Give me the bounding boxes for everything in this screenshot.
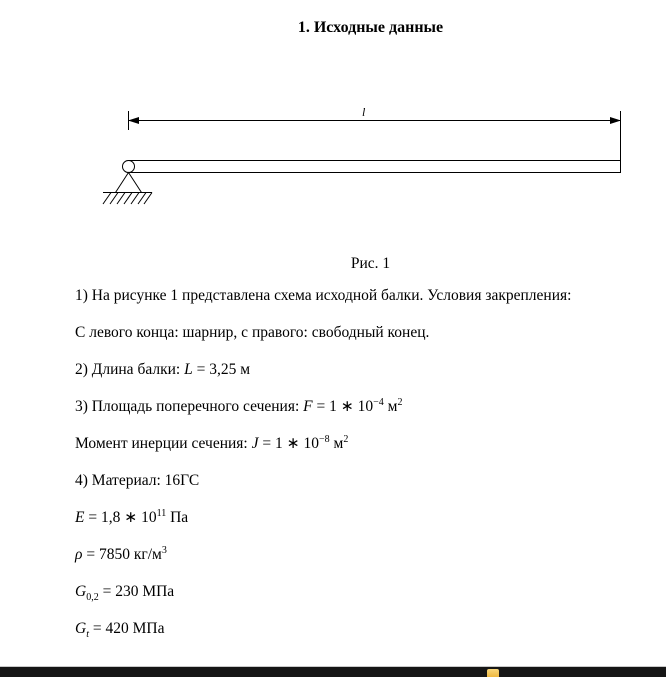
dim-arrow-right-icon [610,117,621,124]
support-triangle [116,173,142,193]
doc-line-segment: Па [166,509,189,526]
beam-rect [129,161,621,173]
doc-line-segment: 0,2 [86,592,99,604]
doc-line [75,573,666,610]
doc-line [75,425,666,462]
doc-line-segment: = 230 МПа [98,583,175,600]
doc-line-segment: = 3,25 м [192,361,251,378]
ground-hatching [103,193,152,205]
doc-line-segment: 1) На рисунке 1 представлена схема исходной балки. Условия закрепления: [75,287,572,304]
doc-line [75,610,666,647]
doc-line [75,499,666,536]
doc-line [75,536,666,573]
dim-label: l [362,105,366,119]
doc-line-segment: С левого конца: шарнир, с правого: свободный конец. [75,324,430,341]
doc-line-segment: L [184,361,193,378]
doc-line-segment: G [75,583,87,600]
dim-arrow-left-icon [128,117,139,124]
doc-line-segment: F [303,398,313,415]
doc-line-segment: J [251,435,259,452]
doc-line-segment: 11 [156,507,167,519]
doc-line [75,277,666,314]
doc-line-segment: E [75,509,85,526]
doc-line-segment: м [329,435,344,452]
hinge-circle [123,161,135,173]
figure-caption: Рис. 1 [350,255,391,272]
doc-lines [75,277,666,647]
doc-line-segment: = 7850 кг/м [82,546,162,563]
doc-line-segment: м [383,398,398,415]
doc-line [75,351,666,388]
beam-diagram [0,100,666,217]
doc-line [75,462,666,499]
page-title: 1. Исходные данные [297,19,444,36]
doc-line [75,314,666,351]
doc-line [75,388,666,425]
doc-line-segment: = 420 МПа [88,620,165,637]
doc-line-segment: = 1 ∗ 10 [312,398,374,415]
beam-figure [0,100,666,217]
taskbar-strip[interactable] [0,666,666,677]
doc-line-segment: t [86,629,89,641]
doc-line-segment: ρ [75,546,83,563]
doc-line-segment: −8 [318,433,330,445]
doc-line-segment: 4) Материал: 16ГС [75,472,200,489]
doc-line-segment: 3 [161,544,167,556]
folder-icon[interactable] [487,669,499,677]
doc-line-segment: G [75,620,87,637]
doc-line-segment: = 1 ∗ 10 [258,435,319,452]
doc-line-segment: = 1,8 ∗ 10 [84,509,157,526]
doc-line-segment: 2) Длина балки: [75,361,185,378]
doc-line-segment: 2 [397,396,403,408]
doc-line-segment: 3) Площадь поперечного сечения: [75,398,304,415]
document-page [0,18,666,677]
doc-line-segment: Момент инерции сечения: [75,435,252,452]
doc-line-segment: 2 [343,433,349,445]
doc-line-segment: −4 [373,396,384,408]
